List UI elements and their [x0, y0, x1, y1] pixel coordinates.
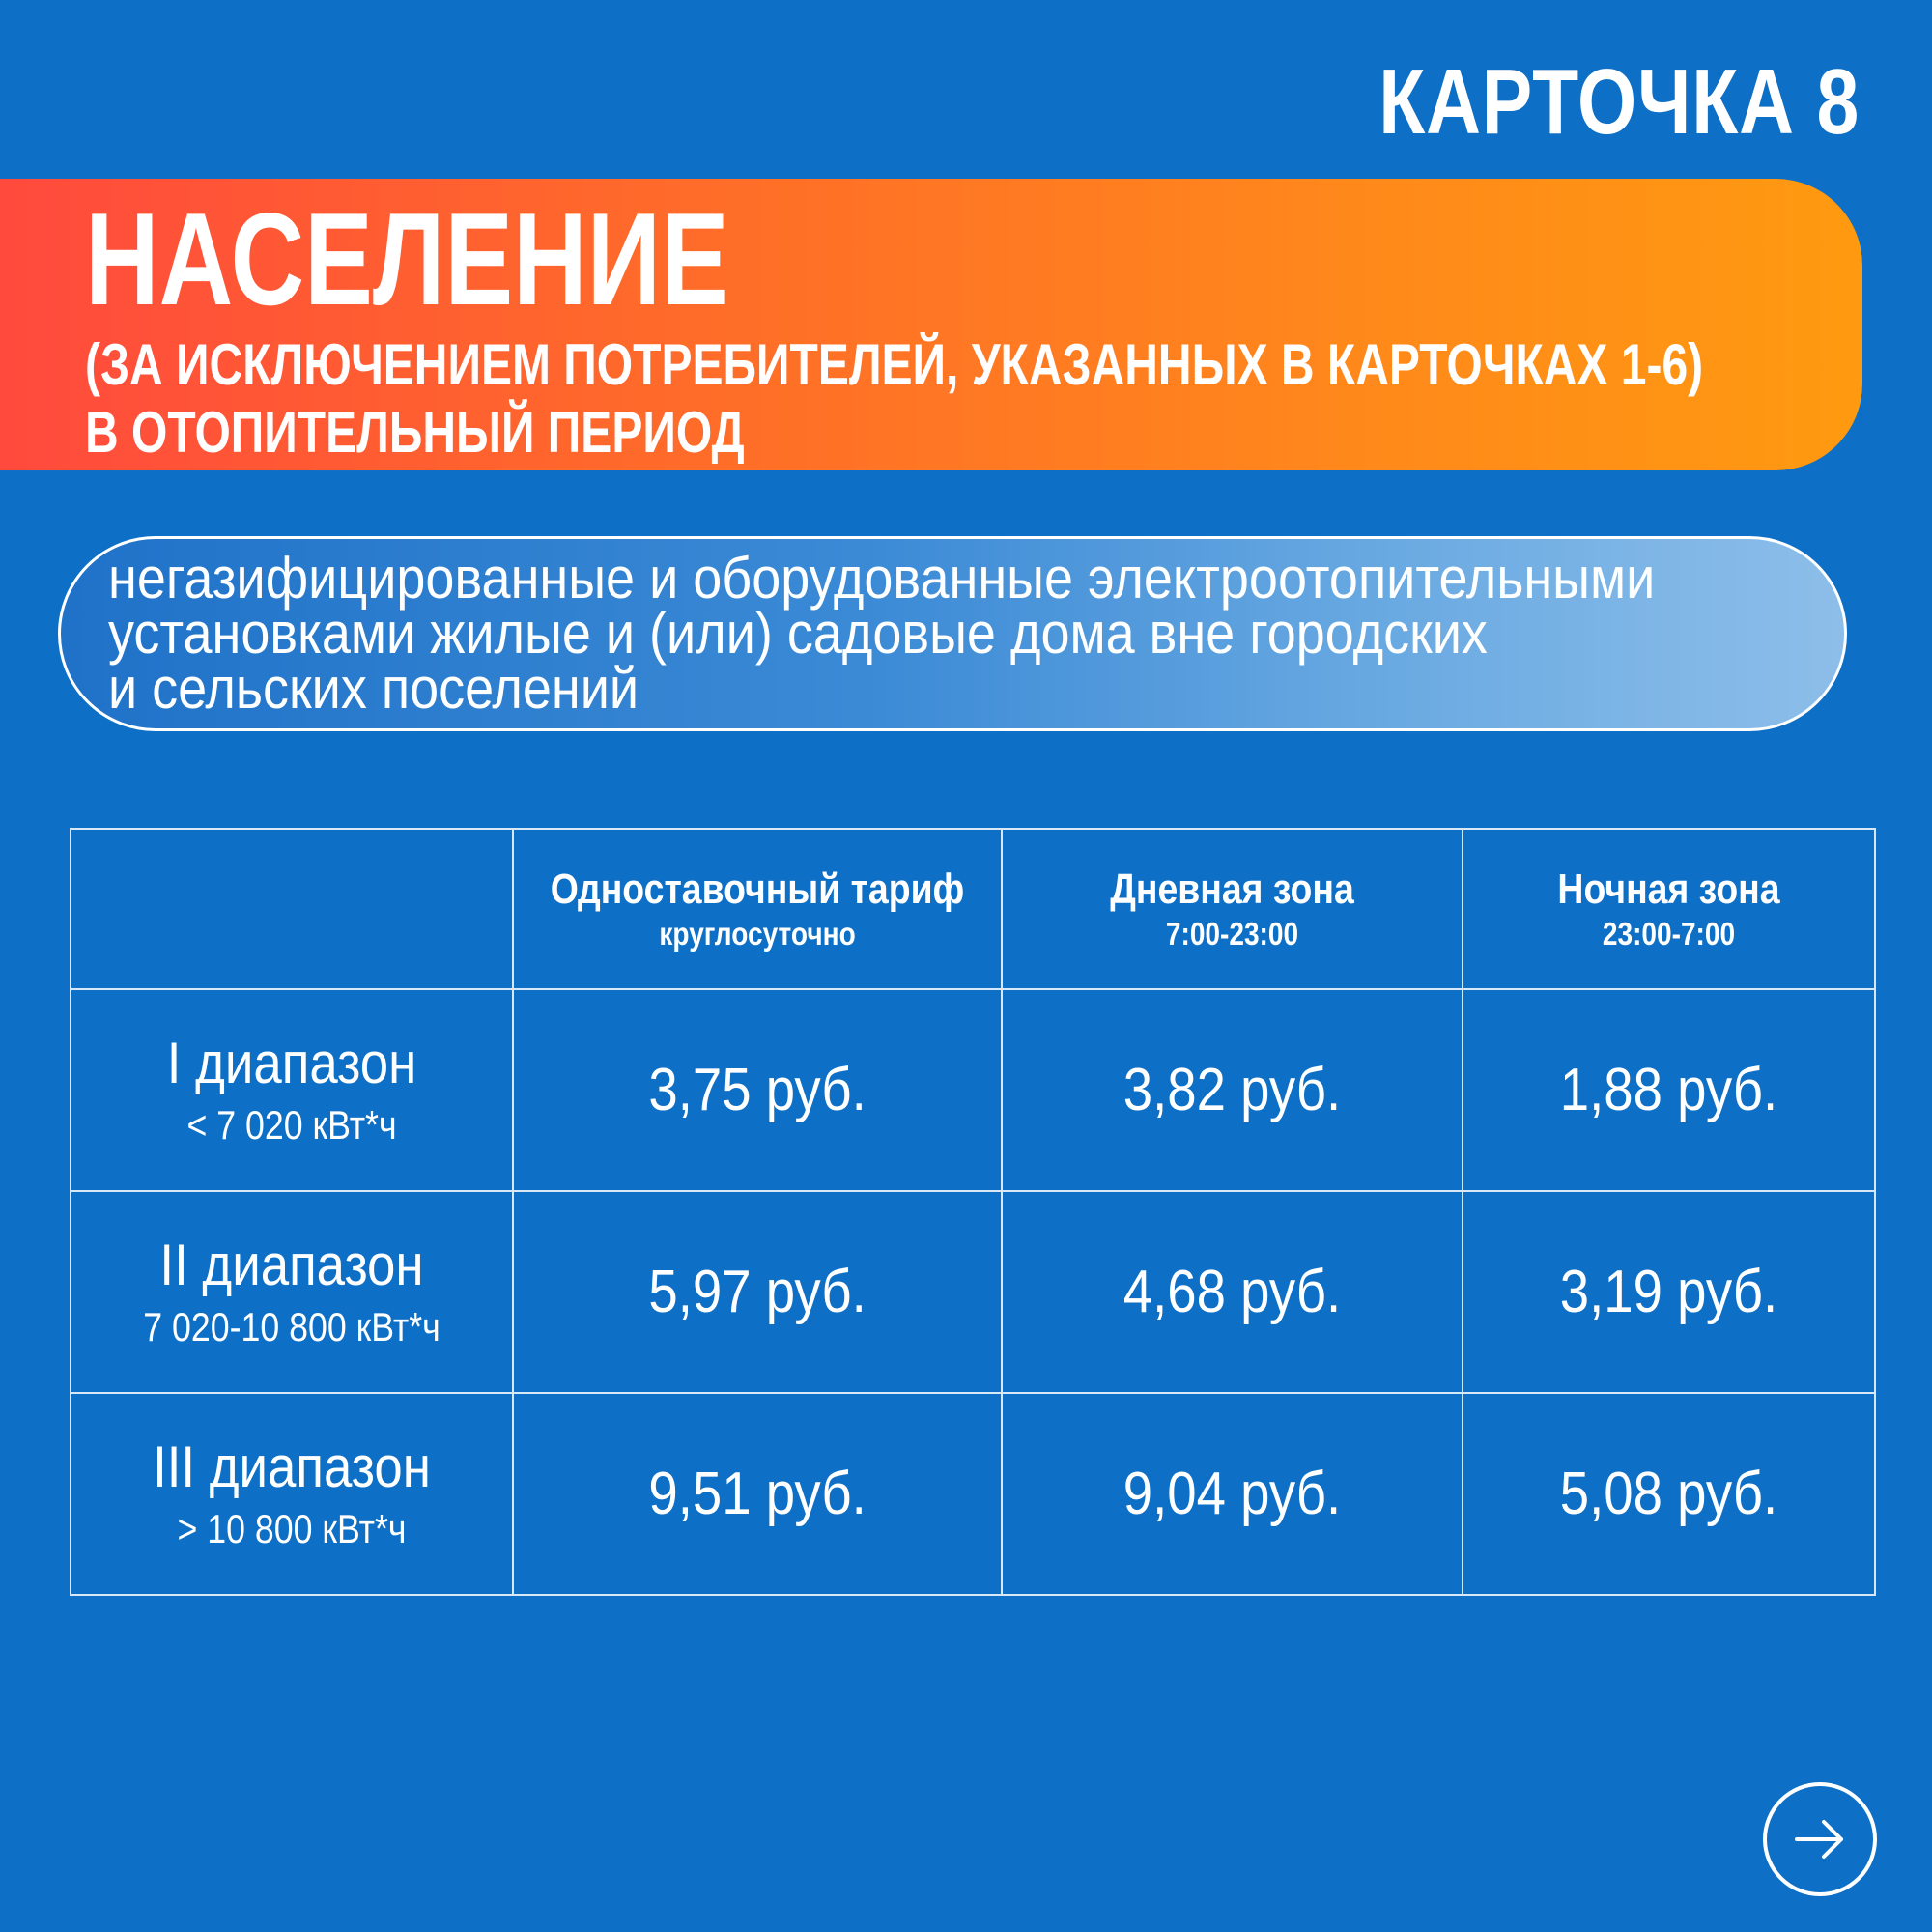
- range-cell: [71, 1191, 513, 1393]
- header-subtitle: 7:00-23:00: [1165, 916, 1299, 952]
- price-value: 5,08 руб.: [1559, 1460, 1778, 1527]
- page-subtitle: [85, 331, 1703, 467]
- day-zone-cell: [1002, 1393, 1463, 1595]
- header-subtitle: 23:00-7:00: [1602, 916, 1736, 952]
- price-value: 4,68 руб.: [1122, 1258, 1342, 1325]
- subtitle-line-2: В ОТОПИТЕЛЬНЫЙ ПЕРИОД: [85, 400, 745, 465]
- range-name: I диапазон: [166, 1030, 417, 1095]
- single-tariff-cell: [513, 1191, 1002, 1393]
- page-title: НАСЕЛЕНИЕ: [85, 185, 729, 332]
- single-tariff-cell: [513, 989, 1002, 1191]
- range-name: II диапазон: [159, 1232, 424, 1297]
- header-title: Ночная зона: [1557, 866, 1780, 913]
- table-row: [71, 1191, 1875, 1393]
- range-limit: > 10 800 кВт*ч: [177, 1505, 407, 1551]
- subtitle-line-1: (ЗА ИСКЛЮЧЕНИЕМ ПОТРЕБИТЕЛЕЙ, УКАЗАННЫХ В КАРТОЧКАХ 1-6): [85, 332, 1704, 397]
- table-row: [71, 1393, 1875, 1595]
- next-button[interactable]: [1763, 1782, 1877, 1896]
- single-tariff-cell: [513, 1393, 1002, 1595]
- range-cell: [71, 1393, 513, 1595]
- description-line-2: установками жилые и (или) садовые дома вне городских: [108, 601, 1488, 666]
- tariff-table: [70, 828, 1876, 1596]
- header-empty-cell: [71, 829, 513, 989]
- range-limit: < 7 020 кВт*ч: [186, 1101, 397, 1148]
- header-title: Дневная зона: [1110, 866, 1354, 913]
- price-value: 9,51 руб.: [648, 1460, 867, 1527]
- header-subtitle: круглосуточно: [659, 916, 856, 952]
- table-row: [71, 989, 1875, 1191]
- day-zone-cell: [1002, 1191, 1463, 1393]
- header-night-zone: [1463, 829, 1875, 989]
- header-single-tariff: [513, 829, 1002, 989]
- range-limit: 7 020-10 800 кВт*ч: [143, 1303, 440, 1350]
- price-value: 9,04 руб.: [1122, 1460, 1342, 1527]
- header-title: Одноставочный тариф: [550, 866, 965, 913]
- description-text: [108, 546, 1656, 721]
- price-value: 3,75 руб.: [648, 1056, 867, 1123]
- card-number: КАРТОЧКА 8: [1378, 50, 1860, 154]
- night-zone-cell: [1463, 1393, 1875, 1595]
- night-zone-cell: [1463, 1191, 1875, 1393]
- table-header-row: [71, 829, 1875, 989]
- day-zone-cell: [1002, 989, 1463, 1191]
- range-name: III диапазон: [153, 1434, 431, 1499]
- price-value: 3,19 руб.: [1559, 1258, 1778, 1325]
- price-value: 5,97 руб.: [648, 1258, 867, 1325]
- description-line-3: и сельских поселений: [108, 656, 639, 721]
- description-line-1: негазифицированные и оборудованные электроотопительными: [108, 546, 1656, 611]
- price-value: 3,82 руб.: [1122, 1056, 1342, 1123]
- header-day-zone: [1002, 829, 1463, 989]
- arrow-right-icon: [1791, 1810, 1849, 1868]
- night-zone-cell: [1463, 989, 1875, 1191]
- price-value: 1,88 руб.: [1559, 1056, 1778, 1123]
- range-cell: [71, 989, 513, 1191]
